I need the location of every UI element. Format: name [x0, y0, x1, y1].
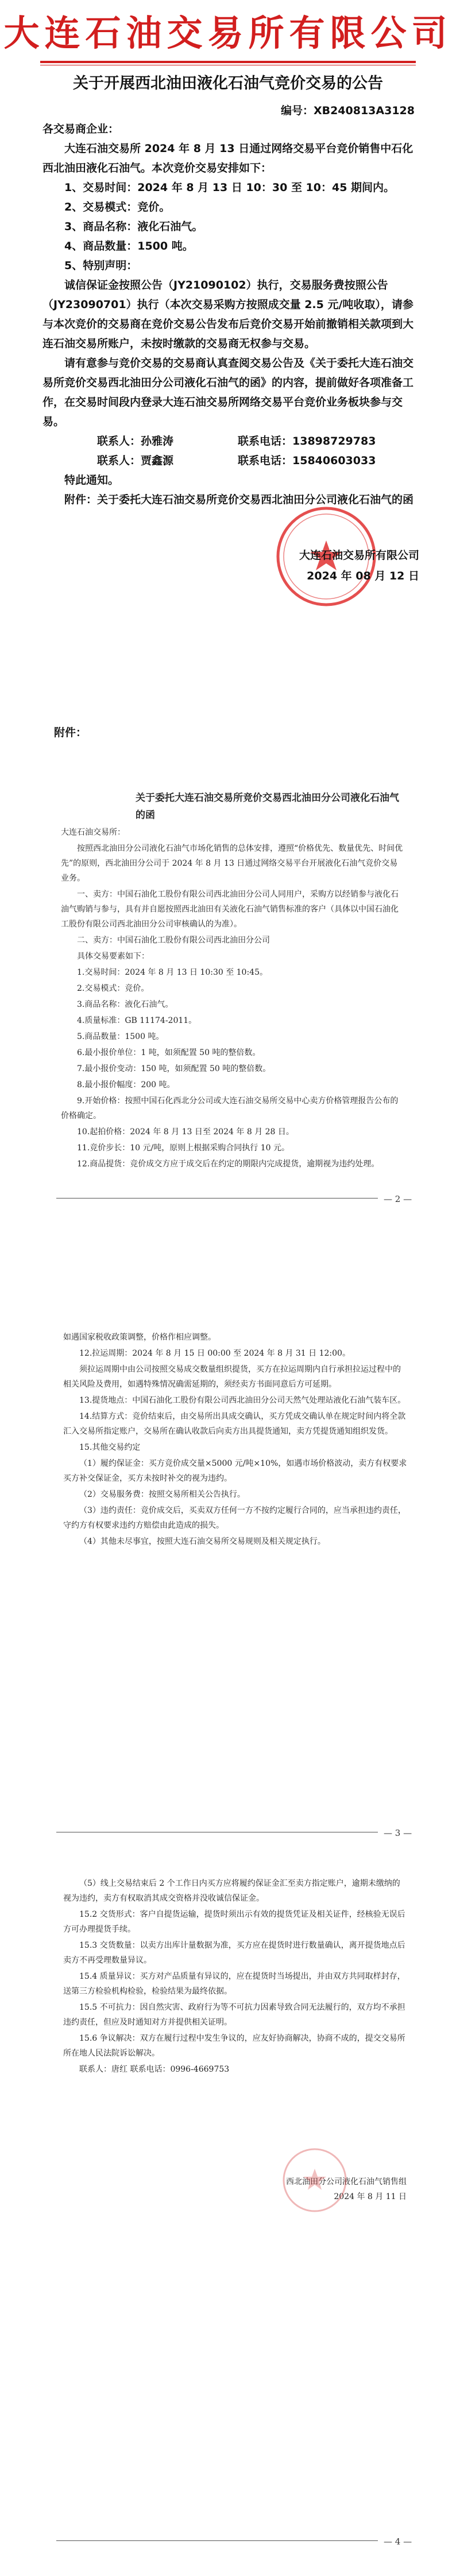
- letter-paragraph: （4）其他未尽事宜，按照大连石油交易所交易规则及相关规定执行。: [79, 1537, 326, 1546]
- notice-item: 1、交易时间：2024 年 8 月 13 日 10：30 至 10：45 期间内。: [64, 181, 395, 194]
- notice-body: [42, 119, 415, 509]
- letter-paragraph: 15.3 交货数量：以卖方出库计量数据为准，买方应在提货时进行数量确认，离开提货地点后卖方不再受理数量异议。: [63, 1941, 405, 1965]
- letter-paragraph: 二、卖方：中国石油化工股份有限公司西北油田分公司: [77, 936, 270, 945]
- letter-paragraph: 12.商品提货：竞价成交方应于成交后在约定的期限内完成提货，逾期视为违约处理。: [77, 1159, 380, 1169]
- page-number: — 3 —: [384, 1828, 412, 1838]
- letter-sign-date: 2024 年 8 月 11 日: [334, 2192, 407, 2201]
- letter-paragraph: 一、卖方：中国石油化工股份有限公司西北油田分公司人同用户，采购方以经销参与液化石油气购销与参与，具有并自愿按照西北油田有关液化石油气销售标准的客户（具体以中国石油化工股份有限公司西北油田分公司审核确认的为准）。: [61, 890, 399, 929]
- letter-paragraph: 15.5 不可抗力：因自然灾害、政府行为等不可抗力因素导致合同无法履行的，双方均不承担违约责任，但应及时通知对方并提供相关证明。: [63, 2003, 405, 2027]
- letter-paragraph: （2）交易服务费：按照交易所相关公告执行。: [79, 1490, 245, 1499]
- letter-paragraph: 12.拉运周期：2024 年 8 月 15 日 00:00 至 2024 年 8 月 31 日 12:00。: [79, 1349, 350, 1358]
- letter-paragraph: 2.交易模式：竞价。: [77, 984, 149, 993]
- scanned-page-3: [10, 1320, 446, 1870]
- letter-paragraph: 10.起拍价格：2024 年 8 月 13 日至 2024 年 8 月 28 日。: [77, 1127, 294, 1137]
- signature-block: [247, 545, 419, 586]
- notice-item: 3、商品名称：液化石油气。: [64, 220, 203, 233]
- letter-paragraph: 11.竞价步长：10 元/吨，原则上根据采购合同执行 10 元。: [77, 1143, 289, 1153]
- attachment-line: 附件：关于委托大连石油交易所竞价交易西北油田分公司液化石油气的函: [64, 493, 414, 506]
- letter-paragraph: 5.商品数量：1500 吨。: [77, 1032, 164, 1041]
- letter-paragraph: 9.开始价格：按照中国石化西北分公司或大连石油交易所交易中心卖方价格管理报告公布的价格确定。: [61, 1096, 399, 1120]
- letter-contact: 联系人：唐红 联系电话：0996-4669753: [79, 2065, 230, 2074]
- letter-paragraph: 3.商品名称：液化石油气。: [77, 1000, 173, 1009]
- page-rule: [56, 2540, 378, 2541]
- page-number: — 4 —: [384, 2536, 412, 2547]
- letter-paragraph: 13.提货地点：中国石油化工股份有限公司西北油田分公司天然气处理站液化石油气装车区。: [79, 1396, 406, 1405]
- letter-addressee: 大连石油交易所：: [61, 828, 125, 837]
- contact-phone: 联系电话：15840603033: [238, 454, 376, 467]
- letter-paragraph: 4.质量标准：GB 11174-2011。: [77, 1016, 197, 1025]
- intro-paragraph: 大连石油交易所 2024 年 8 月 13 日通过网络交易平台竞价销售中石化西北油田液化石油气。本次竞价交易安排如下：: [42, 142, 414, 174]
- letter-signer: 西北油田分公司液化石油气销售组: [286, 2177, 407, 2186]
- closing-text: 特此通知。: [64, 474, 119, 487]
- contact-name: 联系人：孙雅涛: [97, 435, 174, 448]
- notice-item: 4、商品数量：1500 吨。: [64, 240, 194, 252]
- reminder-paragraph: 请有意参与竞价交易的交易商认真查阅交易公告及《关于委托大连石油交易所竞价交易西北油田分公司液化石油气的函》的内容，提前做好各项准备工作，在交易时间段内登录大连石油交易所网络交易平台竞价业务板块参与交易。: [42, 357, 414, 428]
- salutation: 各交易商企业：: [42, 123, 119, 135]
- doc-title: 关于开展西北油田液化石油气竞价交易的公告: [73, 75, 383, 92]
- notice-item: 2、交易模式：竞价。: [64, 201, 171, 213]
- contact-phone: 联系电话：13898729783: [238, 435, 376, 448]
- letter-title: 关于委托大连石油交易所竞价交易西北油田分公司液化石油气的函: [136, 792, 399, 821]
- page-number: — 2 —: [384, 1194, 412, 1204]
- letter-paragraph: 6.最小报价单位：1 吨，如须配置 50 吨的整倍数。: [77, 1048, 261, 1057]
- notice-item: 5、特别声明：: [64, 259, 138, 272]
- letter-paragraph: 15.4 质量异议：买方对产品质量有异议的，应在提货时当场提出，并由双方共同取样封存，送第三方检验机构检验，检验结果为最终依据。: [63, 1972, 405, 1996]
- letter-paragraph: 须拉运周期中由公司按照交易成交数量组织提货，买方在拉运周期内自行承担拉运过程中的相关风险及费用，如遇特殊情况确需延期的，须经卖方书面同意后方可延期。: [63, 1365, 401, 1389]
- signer-name: 大连石油交易所有限公司: [299, 549, 419, 562]
- declaration-paragraph: 诚信保证金按照公告（JY21090102）执行，交易服务费按照公告（JY23090701）执行（本次交易采购方按照成交量 2.5 元/吨收取），请参与本次竞价的交易商在竞价交易公告发布后竞价交易开始前撤销相关款项到大连石油交易所账户，未按时缴款的交易商无权参与交易。: [42, 279, 414, 350]
- org-name-header: 大连石油交易所有限公司: [3, 12, 453, 54]
- letter-paragraph: （3）违约责任：竞价成交后，买卖双方任何一方不按约定履行合同的，应当承担违约责任，守约方有权要求违约方赔偿由此造成的损失。: [63, 1506, 406, 1530]
- sign-date: 2024 年 08 月 12 日: [307, 570, 419, 582]
- letter-paragraph: 15.6 争议解决：双方在履行过程中发生争议的，应友好协商解决，协商不成的，提交交易所所在地人民法院诉讼解决。: [63, 2034, 405, 2058]
- letter-paragraph: 14.结算方式：竞价结束后，由交易所出具成交确认，买方凭成交确认单在规定时间内将全款汇入交易所指定账户，交易所在确认收款后向卖方出具提货通知，卖方凭提货通知组织发货。: [63, 1412, 406, 1436]
- scanned-page-4: [10, 1876, 446, 2565]
- company-seal-icon: [280, 2146, 349, 2215]
- contact-row: [42, 431, 415, 451]
- header-red-rule-thick: [40, 61, 416, 63]
- letter-paragraph: 8.最小报价幅度：200 吨。: [77, 1080, 175, 1089]
- scanned-page-2: [10, 775, 446, 1211]
- letter-paragraph: （1）履约保证金：买方竞价成交量×5000 元/吨×10%，如遇市场价格波动，卖方有权要求买方补交保证金，买方未按时补交的视为违约。: [63, 1459, 407, 1483]
- doc-number: 编号：XB240813A3128: [280, 104, 415, 117]
- letter-paragraph: 7.最小报价变动：150 吨，如须配置 50 吨的整倍数。: [77, 1064, 271, 1073]
- letter-paragraph: 具体交易要素如下：: [77, 952, 149, 961]
- contact-row: [42, 451, 415, 470]
- attachment-label: 附件：: [54, 726, 87, 739]
- letter-paragraph: 15.其他交易约定: [79, 1443, 141, 1452]
- letter-paragraph: 15.2 交货形式：客户自提货运输，提货时须出示有效的提货凭证及相关证件，经核验无误后方可办理提货手续。: [63, 1910, 405, 1934]
- letter-paragraph: 1.交易时间：2024 年 8 月 13 日 10:30 至 10:45。: [77, 968, 268, 977]
- letter-paragraph: （5）线上交易结束后 2 个工作日内买方应将履约保证金汇至卖方指定账户，逾期未缴纳的视为违约，卖方有权取消其成交资格并没收诚信保证金。: [63, 1879, 400, 1903]
- letter-paragraph: 如遇国家税收政策调整，价格作相应调整。: [63, 1333, 216, 1342]
- letter-paragraph: 按照西北油田分公司液化石油气市场化销售的总体安排，遵照“价格优先、数量优先、时间优先”的原则，西北油田分公司于 2024 年 8 月 13 日通过网络交易平台开展液化石油气竞价交易业务。: [61, 844, 403, 883]
- contact-name: 联系人：贾鑫源: [97, 454, 174, 467]
